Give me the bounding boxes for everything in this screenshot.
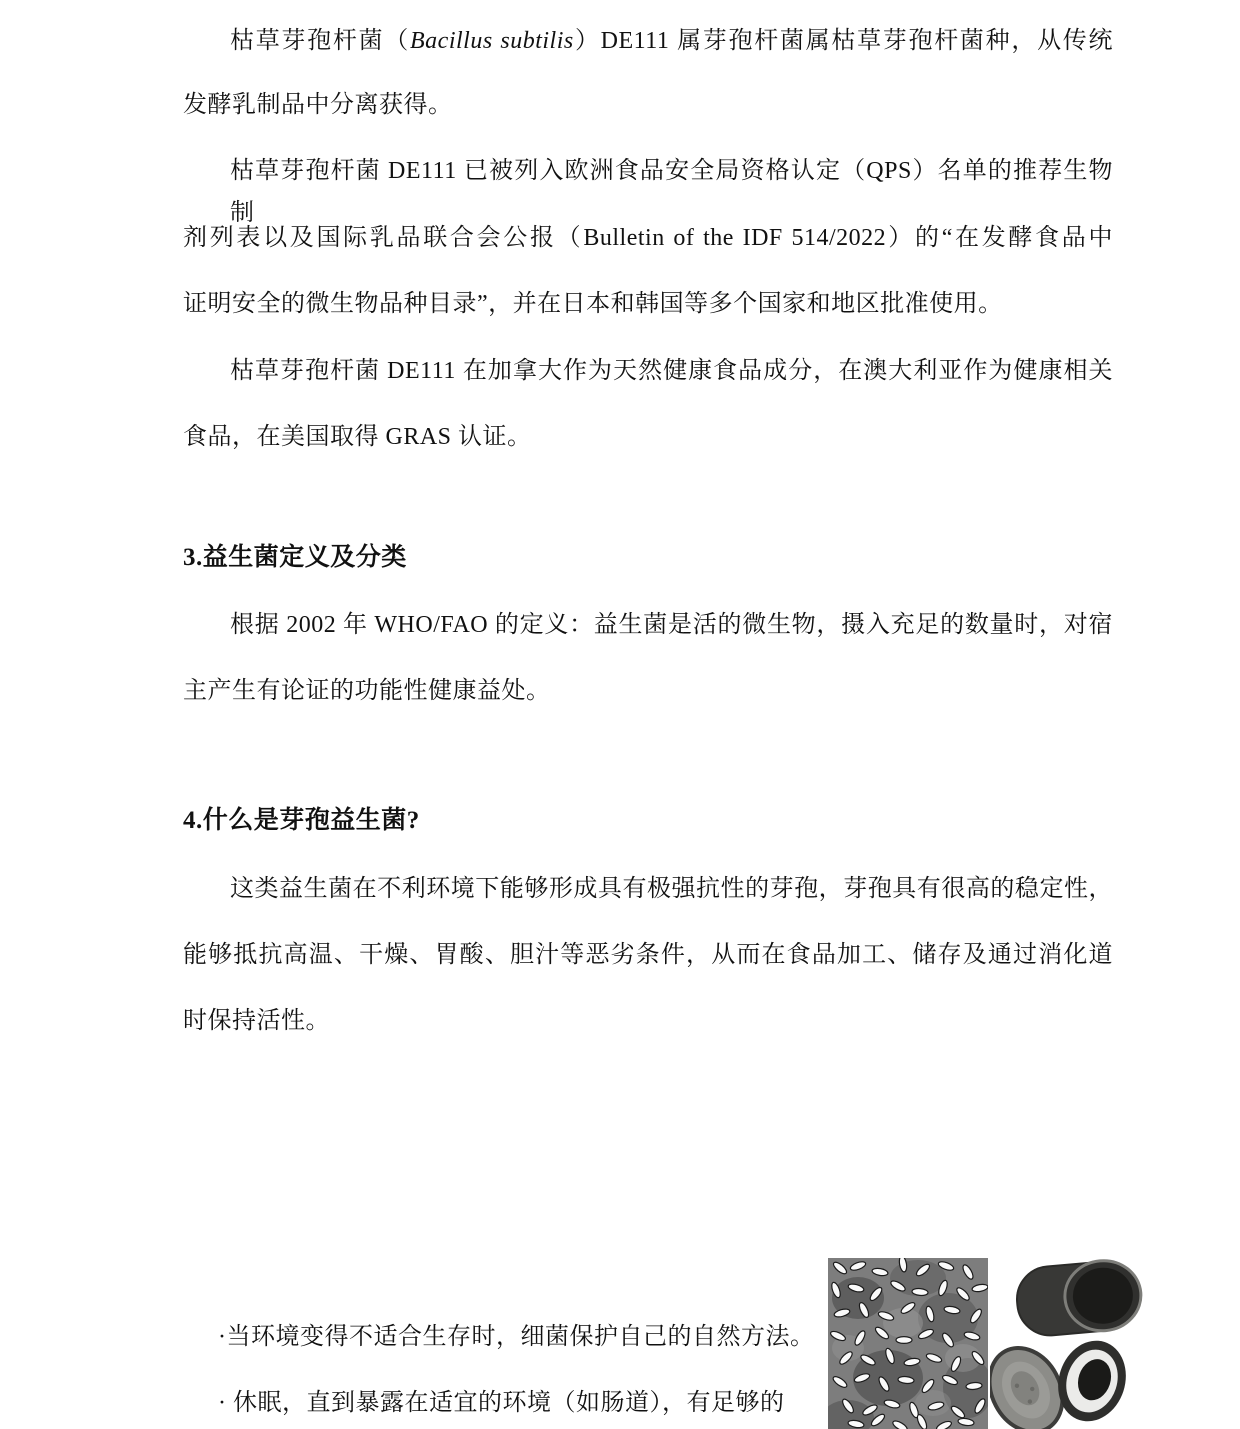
- bullet-item-1: ·当环境变得不适合生存时，细菌保护自己的自然方法。: [218, 1324, 815, 1350]
- paragraph-2-line-1: 枯草芽孢杆菌 DE111 已被列入欧洲食品安全局资格认定（QPS）名单的推荐生物制: [230, 158, 1113, 226]
- spore-micrograph-image: [828, 1258, 988, 1429]
- paragraph-1-line-2: 发酵乳制品中分离获得。: [183, 92, 453, 118]
- paragraph-4-line-2: 主产生有论证的功能性健康益处。: [183, 678, 551, 704]
- section-heading-3: 3.益生菌定义及分类: [183, 544, 407, 571]
- p1-latin-species-name: Bacillus subtilis: [410, 28, 574, 54]
- paragraph-5-line-1: 这类益生菌在不利环境下能够形成具有极强抗性的芽孢，芽孢具有很高的稳定性，: [230, 876, 1113, 902]
- paragraph-5-line-3: 时保持活性。: [183, 1008, 330, 1034]
- spore-electron-micrograph-image: [990, 1258, 1145, 1429]
- section-heading-4: 4.什么是芽孢益生菌?: [183, 807, 420, 834]
- paragraph-2-line-3: 证明安全的微生物品种目录”，并在日本和韩国等多个国家和地区批准使用。: [183, 291, 1003, 317]
- paragraph-1-line-1: [183, 20, 1113, 62]
- paragraph-3-line-1: 枯草芽孢杆菌 DE111 在加拿大作为天然健康食品成分，在澳大利亚作为健康相关: [230, 358, 1113, 384]
- bullet-item-2: · 休眠，直到暴露在适宜的环境（如肠道），有足够的: [218, 1390, 785, 1416]
- paragraph-5-line-2: 能够抵抗高温、干燥、胃酸、胆汁等恶劣条件，从而在食品加工、储存及通过消化道: [183, 942, 1113, 968]
- paragraph-2-line-2: 剂列表以及国际乳品联合会公报（Bulletin of the IDF 514/2022）的“在发酵食品中: [183, 225, 1113, 251]
- paragraph-4-line-1: 根据 2002 年 WHO/FAO 的定义：益生菌是活的微生物，摄入充足的数量时，对宿: [230, 612, 1113, 638]
- p1-text-post: ）DE111 属芽孢杆菌属枯草芽孢杆菌种，从传统: [573, 28, 1114, 54]
- paragraph-3-line-2: 食品，在美国取得 GRAS 认证。: [183, 424, 532, 450]
- p1-text-pre: 枯草芽孢杆菌（: [230, 28, 410, 54]
